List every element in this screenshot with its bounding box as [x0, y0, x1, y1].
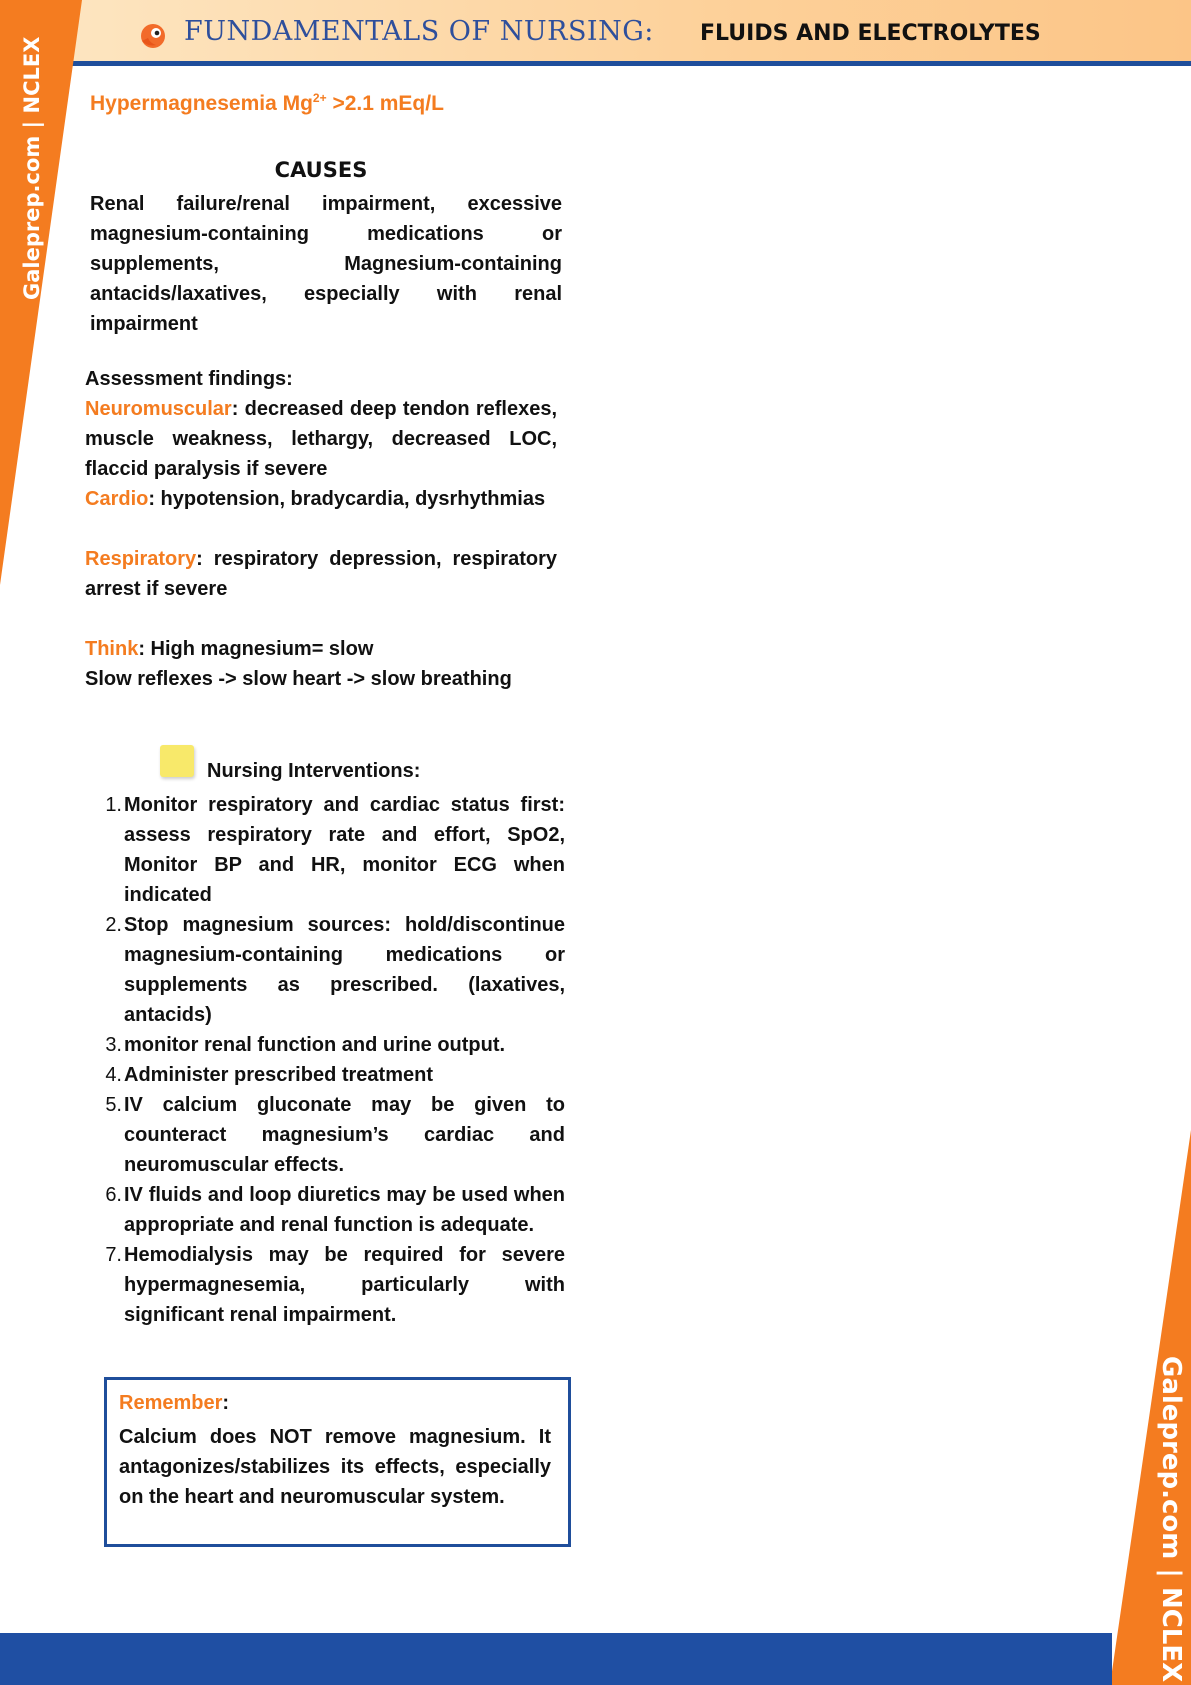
think-line-2: Slow reflexes -> slow heart -> slow breathing — [85, 668, 512, 690]
list-item — [92, 1240, 565, 1330]
header-title: FUNDAMENTALS OF NURSING: — [184, 16, 654, 47]
list-text: Stop magnesium sources: hold/discontinue magnesium-containing medications or supplements as prescribed. (laxatives, antacids) — [124, 914, 565, 1026]
list-number: 2. — [105, 914, 122, 936]
right-ribbon-text: Galeprep.com | NCLEX — [1156, 1356, 1186, 1683]
list-number: 7. — [105, 1244, 122, 1266]
list-number: 4. — [105, 1064, 122, 1086]
list-number: 3. — [105, 1034, 122, 1056]
assessment-text: : hypotension, bradycardia, dysrhythmias — [148, 488, 546, 510]
assessment-label: Neuromuscular — [85, 398, 232, 420]
causes-text: Renal failure/renal impairment, excessive magnesium-containing medications or supplements, Magnesium-containing antacids/laxatives, especially with renal impairment — [90, 193, 562, 335]
remember-heading — [119, 1392, 229, 1415]
list-text: IV calcium gluconate may be given to counteract magnesium’s cardiac and neuromuscular effects. — [124, 1094, 565, 1176]
remember-label: Remember — [119, 1392, 223, 1414]
list-number: 6. — [105, 1184, 122, 1206]
interventions-heading: Nursing Interventions: — [207, 760, 421, 782]
assessment-heading: Assessment findings: — [85, 368, 293, 390]
title-superscript: 2+ — [312, 91, 327, 105]
list-number: 1. — [105, 794, 122, 816]
section-title — [90, 91, 444, 116]
list-text: Hemodialysis may be required for severe hypermagnesemia, particularly with significant renal impairment. — [124, 1244, 565, 1326]
think-label: Think — [85, 638, 139, 660]
list-number: 5. — [105, 1094, 122, 1116]
assessment-neuromuscular — [85, 394, 557, 484]
interventions-list — [92, 790, 565, 1330]
assessment-respiratory — [85, 544, 557, 604]
remember-box — [104, 1377, 571, 1547]
page-header — [0, 0, 1191, 62]
header-subtitle: FLUIDS AND ELECTROLYTES — [700, 21, 1041, 46]
remember-colon: : — [222, 1392, 230, 1414]
assessment-label: Respiratory — [85, 548, 197, 570]
footer-bar — [0, 1633, 1112, 1685]
assessment-text: : respiratory depression, respiratory arrest if severe — [85, 548, 557, 600]
remember-text: Calcium does NOT remove magnesium. It antagonizes/stabilizes its effects, especially on the heart and neuromuscular system. — [119, 1426, 551, 1508]
list-item — [92, 1090, 565, 1180]
list-text: Monitor respiratory and cardiac status first: assess respiratory rate and effort, SpO2, Monitor BP and HR, monitor ECG when indicated — [124, 794, 565, 906]
causes-heading: CAUSES — [274, 158, 368, 182]
list-item — [92, 1030, 565, 1060]
title-prefix: Hypermagnesemia Mg — [90, 92, 313, 115]
assessment-text: : decreased deep tendon reflexes, muscle weakness, lethargy, decreased LOC, flaccid paralysis if severe — [85, 398, 557, 480]
bird-logo-icon — [140, 23, 166, 49]
list-text: IV fluids and loop diuretics may be used when appropriate and renal function is adequate. — [124, 1184, 565, 1236]
think-line-1 — [85, 634, 373, 664]
list-item — [92, 1180, 565, 1240]
header-divider — [70, 61, 1191, 66]
list-text: monitor renal function and urine output. — [124, 1034, 506, 1056]
left-ribbon-text: Galeprep.com | NCLEX — [20, 36, 44, 300]
sticky-note-icon — [160, 745, 194, 777]
list-item — [92, 790, 565, 910]
title-suffix: >2.1 mEq/L — [326, 92, 444, 115]
list-text: Administer prescribed treatment — [124, 1064, 433, 1086]
assessment-label: Cardio — [85, 488, 149, 510]
assessment-cardio — [85, 484, 557, 514]
think-text: : High magnesium= slow — [138, 638, 374, 660]
list-item — [92, 1060, 565, 1090]
list-item — [92, 910, 565, 1030]
